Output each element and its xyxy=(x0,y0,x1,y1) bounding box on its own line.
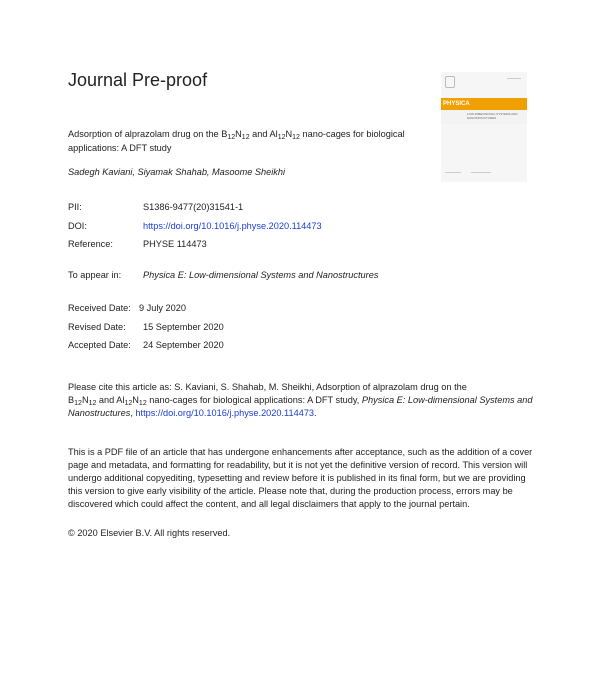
article-title: Adsorption of alprazolam drug on the $B_{12}N_{12}$ and $Al_{12}N_{12}$ nano-cages for biological applications: A DFT study xyxy=(68,129,405,153)
authors: Sadegh Kaviani, Siyamak Shahab, Masoome Sheikhi xyxy=(68,167,286,177)
cover-brand: PHYSICA xyxy=(443,101,470,107)
revised-value: 15 September 2020 xyxy=(143,322,224,332)
received-value: 9 July 2020 xyxy=(139,303,186,313)
elsevier-logo-icon xyxy=(445,76,455,88)
journal-cover-thumbnail xyxy=(441,72,527,182)
pii-value: S1386-9477(20)31541-1 xyxy=(143,202,244,212)
journal-header: Journal Pre-proof xyxy=(68,70,208,90)
cover-brand-band xyxy=(441,98,527,110)
appear-value: Physica E: Low-dimensional Systems and Nanostructures xyxy=(143,270,379,280)
citation-paragraph: Please cite this article as: S. Kaviani, S. Shahab, M. Sheikhi, Adsorption of alprazolam drug on the $B_{12}N_{12}$ and $Al_{12}N_{12}$ nano-cages for biological applications: A DFT study, Physica E: Low-dimensional Systems and Nanostructures, https://doi.org/10.1016/j.physe.2020.114473. xyxy=(68,382,533,418)
appear-label: To appear in: xyxy=(68,270,122,280)
reference-value: PHYSE 114473 xyxy=(143,239,207,249)
doi-label: DOI: xyxy=(68,221,87,231)
disclaimer-paragraph: This is a PDF file of an article that has undergone enhancements after acceptance, such as the addition of a cover page and metadata, and formatting for readability, but it is not yet the definitive version of record. This version will undergo additional copyediting, typesetting and review before it is published in its final form, but we are providing this version to give early visibility of the article. Please note that, during the production process, errors may be discovered which could affect the content, and all legal disclaimers that apply to the journal pertain. xyxy=(68,447,533,509)
cover-subtitle: LOW-DIMENSIONAL SYSTEMS AND NANOSTRUCTURES xyxy=(467,112,518,120)
received-label: Received Date: xyxy=(68,303,131,313)
reference-label: Reference: xyxy=(68,239,113,249)
copyright-notice: © 2020 Elsevier B.V. All rights reserved. xyxy=(68,528,231,538)
doi-link[interactable]: https://doi.org/10.1016/j.physe.2020.114473 xyxy=(143,221,322,231)
accepted-label: Accepted Date: xyxy=(68,340,131,350)
pii-label: PII: xyxy=(68,202,82,212)
revised-label: Revised Date: xyxy=(68,322,126,332)
citation-doi-link[interactable]: https://doi.org/10.1016/j.physe.2020.114473 xyxy=(135,408,315,418)
accepted-value: 24 September 2020 xyxy=(143,340,224,350)
